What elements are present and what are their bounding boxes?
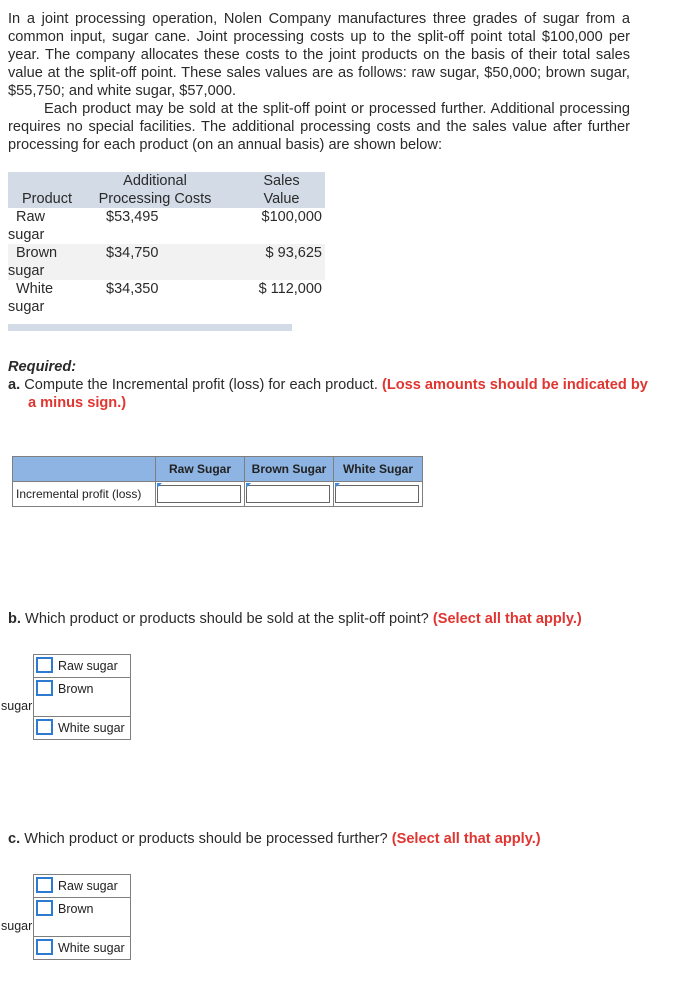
product-cell: Raw sugar: [8, 209, 46, 243]
required-section: [8, 358, 648, 412]
processing-cost-table: [8, 172, 325, 316]
process-further-options: [1, 874, 131, 960]
question-a-note: (Loss amounts should be indicated by a minus sign.): [28, 377, 648, 411]
incremental-profit-table: [12, 456, 423, 507]
sales-cell: $100,000: [261, 209, 322, 225]
intro-paragraph-1: In a joint processing operation, Nolen Company manufactures three grades of sugar from a common input, sugar cane. Joint processing costs up to the split-off point total $100,000 per year. The company allocates these costs to the joint products on the basis of their total sales value at the split-off point. These sales values are as follows: raw sugar, $50,000; brown sugar, $55,750; and white sugar, $57,000.: [8, 11, 630, 99]
input-corner-marker: [246, 483, 251, 488]
question-b: b. Which product or products should be sold at the split-off point? (Select all that apply.): [8, 611, 582, 627]
table-row: [8, 208, 325, 244]
sales-cell: $ 112,000: [258, 281, 322, 297]
cost-cell: $34,350: [106, 281, 159, 297]
table-bottom-bar: [8, 324, 292, 331]
sales-cell: $ 93,625: [238, 244, 325, 280]
input-corner-marker: [335, 483, 340, 488]
table-row: [8, 244, 325, 280]
raw-sugar-profit-input[interactable]: [156, 482, 245, 507]
input-box[interactable]: [335, 485, 419, 503]
cost-cell: $53,495: [106, 209, 159, 225]
cost-cell: $34,750: [72, 244, 238, 280]
checkbox[interactable]: [36, 877, 53, 893]
product-cell: White sugar: [8, 281, 54, 315]
brown-sugar-profit-input[interactable]: [245, 482, 334, 507]
input-box[interactable]: [246, 485, 330, 503]
option-brown-sugar[interactable]: Brown sugar: [34, 898, 130, 937]
white-sugar-profit-input[interactable]: [334, 482, 423, 507]
question-b-note: (Select all that apply.): [432, 611, 582, 627]
split-off-options: [1, 654, 131, 740]
answer-header-white: White Sugar: [334, 457, 423, 482]
input-corner-marker: [157, 483, 162, 488]
option-white-sugar[interactable]: White sugar: [34, 717, 130, 739]
answer-row-label: Incremental profit (loss): [13, 482, 156, 507]
header-product: Product: [8, 172, 72, 208]
table-row: [8, 280, 325, 316]
checkbox[interactable]: [36, 657, 53, 673]
product-cell: Brown sugar: [8, 244, 72, 280]
option-raw-sugar[interactable]: Raw sugar: [34, 875, 130, 898]
intro-paragraph-2: Each product may be sold at the split-off point or processed further. Additional processing requires no special facilities. The additional processing costs and the sales value after further processing for each product (on an annual basis) are shown below:: [8, 101, 630, 153]
option-brown-sugar[interactable]: Brown sugar: [34, 678, 130, 717]
problem-intro: [8, 10, 630, 154]
question-c: c. Which product or products should be processed further? (Select all that apply.): [8, 831, 541, 847]
header-additional-costs: Additional Processing Costs: [72, 172, 238, 208]
answer-header-blank: [13, 457, 156, 482]
required-title: Required:: [8, 359, 77, 375]
question-a: a. Compute the Incremental profit (loss) for each product. (Loss amounts should be indicated by a minus sign.): [8, 377, 648, 411]
checkbox[interactable]: [36, 939, 53, 955]
answer-header-raw: Raw Sugar: [156, 457, 245, 482]
input-box[interactable]: [157, 485, 241, 503]
checkbox[interactable]: [36, 680, 53, 696]
question-c-note: (Select all that apply.): [391, 831, 541, 847]
header-sales-value: Sales Value: [238, 172, 325, 208]
checkbox[interactable]: [36, 900, 53, 916]
option-raw-sugar[interactable]: Raw sugar: [34, 655, 130, 678]
checkbox[interactable]: [36, 719, 53, 735]
answer-header-brown: Brown Sugar: [245, 457, 334, 482]
option-white-sugar[interactable]: White sugar: [34, 937, 130, 959]
